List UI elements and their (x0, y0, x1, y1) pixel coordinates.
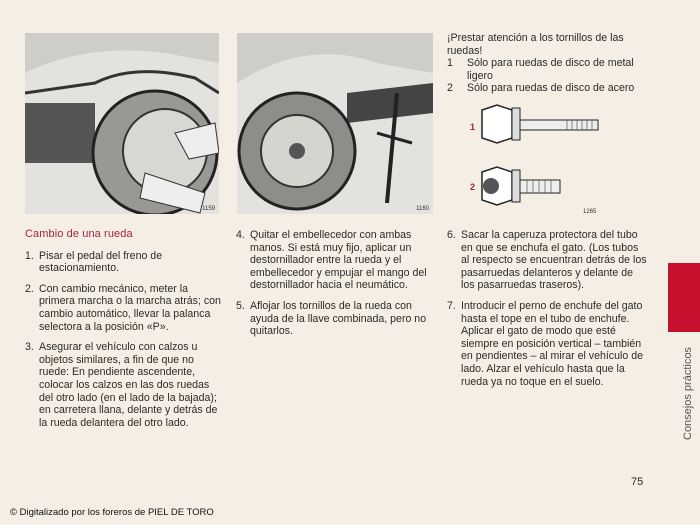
step-number: 7. (447, 299, 456, 312)
step-1 (25, 250, 223, 275)
legend-item-2 (447, 82, 652, 95)
page-number: 75 (631, 476, 644, 488)
bolt-warning: ¡Prestar atención a los tornillos de las ruedas! (447, 32, 624, 57)
legend-text: Sólo para ruedas de disco de acero (467, 82, 635, 95)
bolts-illustration (477, 100, 602, 215)
figure-number: 1265 (583, 209, 597, 215)
column-1 (25, 228, 223, 437)
step-4 (236, 229, 436, 292)
figure-loosening-bolts (237, 33, 433, 214)
column-3 (447, 229, 647, 396)
section-tab-label: Consejos prácticos (682, 347, 694, 440)
step-text: Asegurar el vehículo con calzos u objetos similares, a fin de que no ruede: En pendiente ascendente, colocar los calzos en las dos ruedas del otro lado (en el lado de la bajada); en carretera llana, delante y detrás de la rueda delantera del otro lado. (39, 341, 218, 429)
section-heading: Cambio de una rueda (25, 228, 133, 240)
legend-item-1 (447, 57, 652, 82)
step-7 (447, 300, 647, 388)
step-text: Pisar el pedal del freno de estacionamiento. (39, 249, 163, 275)
bolt-label-1: 1 (470, 122, 476, 132)
figure-number: 1160 (416, 206, 429, 212)
step-5 (236, 300, 436, 338)
step-2 (25, 283, 223, 333)
scan-credit: © Digitalizado por los foreros de PIEL DE TORO (10, 507, 214, 518)
step-text: Con cambio mecánico, meter la primera marcha o la marcha atrás; con cambio automático, llevar la palanca selectora a la posición «P». (39, 282, 221, 333)
wheel-jack-illustration (237, 33, 433, 214)
step-text: Sacar la caperuza protectora del tubo en que se enchufa el gato. (Los tubos al respecto se encuentran detrás de los pasarruedas delanteros y delante de los pasarruedas traseros). (461, 229, 647, 292)
step-number: 4. (236, 229, 245, 241)
bolt-note (447, 32, 652, 95)
wheel-hubcap-illustration (25, 33, 219, 214)
figure-number: 1159 (202, 206, 215, 212)
column-2 (236, 229, 436, 346)
step-number: 2. (25, 282, 34, 295)
step-6 (447, 229, 647, 292)
figure-wheel-bolts (465, 100, 615, 220)
bolt-label-2: 2 (470, 182, 476, 192)
section-tab-marker (668, 263, 700, 332)
legend-number: 2 (447, 82, 453, 95)
step-3 (25, 341, 223, 429)
figure-removing-hubcap (25, 33, 219, 214)
step-text: Aflojar los tornillos de la rueda con ayuda de la llave combinada, pero no quitarlos. (250, 299, 427, 338)
step-number: 6. (447, 229, 456, 241)
step-text: Introducir el perno de enchufe del gato hasta el tope en el tubo de enchufe. Aplicar el gato de modo que esté siempre en posición vertical – también en pendientes – al mirar el vehículo de lado. Alzar el vehículo hasta que la rueda ya no toque en el suelo. (461, 299, 643, 388)
step-number: 3. (25, 341, 34, 354)
legend-text: Sólo para ruedas de disco de metal ligero (467, 57, 634, 82)
step-number: 5. (236, 299, 245, 312)
step-number: 1. (25, 249, 34, 262)
legend-number: 1 (447, 57, 453, 70)
step-text: Quitar el embellecedor con ambas manos. Si está muy fijo, aplicar un destornillador entre la rueda y el embellecedor y empujar el mango del destornillador hacia el neumático. (250, 229, 427, 292)
